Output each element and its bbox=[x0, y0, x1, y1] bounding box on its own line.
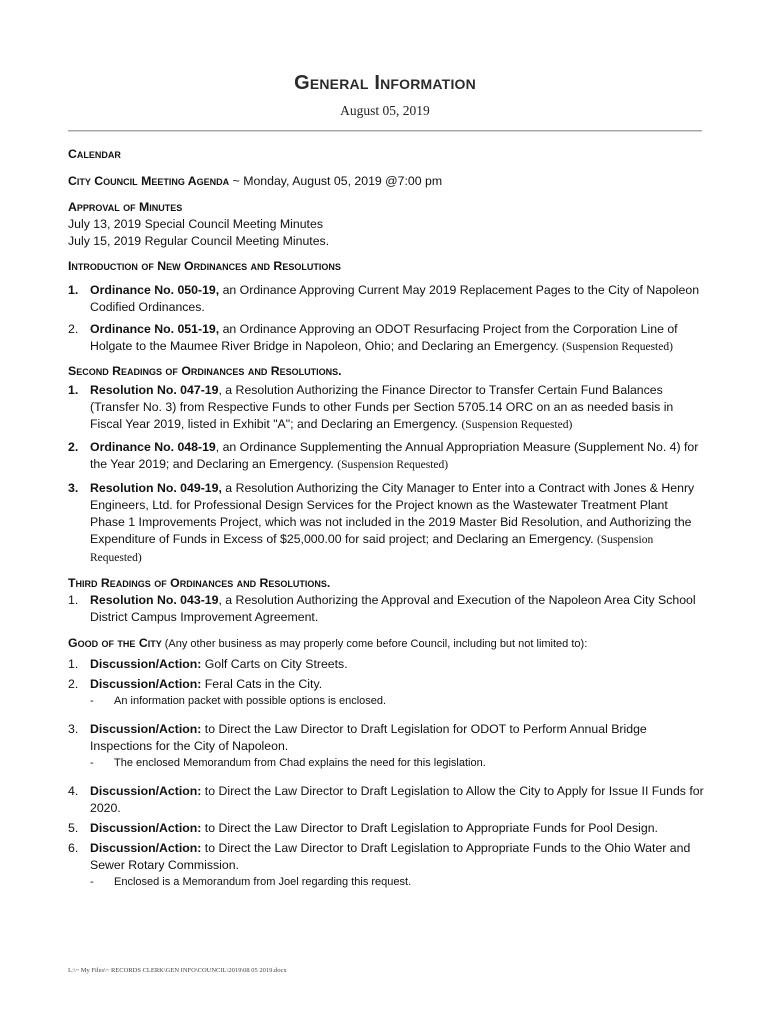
item-text: an Ordinance Approving Current May 2019 Replacement Pages to the City of Napoleon Codified Ordinances. bbox=[90, 283, 700, 314]
file-path-footer: L:\~ My Files\~ RECORDS CLERK\GEN INFO\COUNCIL\2019\08 05 2019.docx bbox=[68, 967, 287, 974]
second-item-1 bbox=[68, 382, 704, 434]
item-text: , a Resolution Authorizing the Finance Director to Transfer Certain Fund Balances (Transfer No. 3) from Respective Funds to other Funds per Section 5705.14 ORC on an as needed basis in Fiscal Year 2019, listed in Exhibit "A"; and Declaring an Emergency. bbox=[90, 383, 674, 431]
good-item-5 bbox=[68, 820, 704, 837]
suspension-note: (Suspension Requested) bbox=[90, 534, 654, 564]
item-number: 3. bbox=[68, 481, 79, 495]
subpoint-text: An information packet with possible options is enclosed. bbox=[114, 695, 387, 707]
good-item-2-subpoint bbox=[90, 693, 704, 709]
council-meeting-heading: City Council Meeting Agenda bbox=[68, 174, 230, 188]
item-label: Resolution No. 049-19, bbox=[90, 481, 222, 495]
item-body bbox=[90, 321, 704, 356]
suspension-note: (Suspension Requested) bbox=[337, 459, 449, 471]
good-item-4 bbox=[68, 783, 704, 817]
second-item-3 bbox=[68, 480, 704, 567]
item-text: to Direct the Law Director to Draft Legislation to Allow the City to Apply for Issue II Funds for 2020. bbox=[90, 784, 704, 815]
item-label: Ordinance No. 051-19, bbox=[90, 322, 220, 336]
second-readings-heading: Second Readings of Ordinances and Resolutions. bbox=[68, 364, 342, 378]
item-label: Discussion/Action: bbox=[90, 841, 202, 855]
item-number: 1. bbox=[68, 383, 79, 397]
item-number: 4. bbox=[68, 784, 79, 798]
page-date: August 05, 2019 bbox=[340, 103, 430, 118]
bullet-dash: - bbox=[90, 757, 94, 769]
item-label: Discussion/Action: bbox=[90, 677, 202, 691]
item-number: 1. bbox=[68, 657, 79, 671]
item-label: Resolution No. 043-19 bbox=[90, 593, 219, 607]
subpoint-text: Enclosed is a Memorandum from Joel regarding this request. bbox=[114, 876, 412, 888]
item-label: Discussion/Action: bbox=[90, 722, 202, 736]
bullet-dash: - bbox=[90, 695, 94, 707]
item-text: to Direct the Law Director to Draft Legislation to Appropriate Funds to the Ohio Water and Sewer Rotary Commission. bbox=[90, 841, 691, 872]
item-label: Resolution No. 047-19 bbox=[90, 383, 219, 397]
item-number: 2. bbox=[68, 440, 79, 454]
council-meeting-line bbox=[68, 173, 704, 190]
item-number: 3. bbox=[68, 722, 79, 736]
item-body bbox=[90, 439, 704, 474]
item-body bbox=[90, 676, 704, 693]
item-body bbox=[90, 783, 704, 817]
item-label: Discussion/Action: bbox=[90, 784, 202, 798]
header-divider bbox=[68, 130, 702, 132]
item-body bbox=[90, 840, 704, 874]
third-readings-heading: Third Readings of Ordinances and Resolutions. bbox=[68, 576, 331, 590]
minutes-heading: Approval of Minutes bbox=[68, 200, 183, 214]
good-item-1 bbox=[68, 656, 704, 673]
item-text: a Resolution Authorizing the City Manager to Enter into a Contract with Jones & Henry Engineers, Ltd. for Professional Design Services for the Project known as the Wastewater Treatment Plant Phase 1 Improvements Project, which was not included in the 2019 Master Bid Resolution, and Authorizing the Expenditure of Funds in Excess of $25,000.00 for said project; and Declaring an Emergency. bbox=[90, 481, 695, 546]
item-body bbox=[90, 656, 704, 673]
item-body bbox=[90, 382, 704, 434]
good-of-city-subheading: (Any other business as may properly come before Council, including but not limited to): bbox=[161, 638, 588, 650]
item-text: Golf Carts on City Streets. bbox=[201, 657, 348, 671]
item-text: , an Ordinance Supplementing the Annual Appropriation Measure (Supplement No. 4) for the Year 2019; and Declaring an Emergency. bbox=[90, 440, 699, 471]
good-of-city-heading: Good of the City bbox=[68, 636, 162, 650]
item-number: 2. bbox=[68, 322, 79, 336]
item-body bbox=[90, 820, 704, 837]
good-item-6 bbox=[68, 840, 704, 874]
page-title: General Information bbox=[294, 72, 476, 94]
item-number: 1. bbox=[68, 593, 79, 607]
item-body bbox=[90, 721, 704, 755]
item-text: to Direct the Law Director to Draft Legislation for ODOT to Perform Annual Bridge Inspections for the City of Napoleon. bbox=[90, 722, 647, 753]
calendar-heading: Calendar bbox=[68, 147, 121, 161]
good-of-city-line bbox=[68, 635, 704, 653]
item-body bbox=[90, 480, 704, 567]
intro-item-2 bbox=[68, 321, 704, 356]
item-number: 1. bbox=[68, 283, 79, 297]
item-label: Discussion/Action: bbox=[90, 821, 202, 835]
item-label: Discussion/Action: bbox=[90, 657, 202, 671]
council-meeting-date: ~ Monday, August 05, 2019 @7:00 pm bbox=[229, 174, 443, 188]
item-text: , a Resolution Authorizing the Approval and Execution of the Napoleon Area City School District Campus Improvement Agreement. bbox=[90, 593, 696, 624]
suspension-note: (Suspension Requested) bbox=[562, 341, 673, 353]
item-label: Ordinance No. 048-19 bbox=[90, 440, 216, 454]
subpoint-text: The enclosed Memorandum from Chad explains the need for this legislation. bbox=[114, 757, 486, 769]
third-item-1 bbox=[68, 592, 704, 626]
item-body bbox=[90, 592, 704, 626]
agenda-content bbox=[68, 146, 704, 890]
good-item-3-subpoint bbox=[90, 755, 704, 771]
item-text: an Ordinance Approving an ODOT Resurfacing Project from the Corporation Line of Holgate to the Maumee River Bridge in Napoleon, Ohio; and Declaring an Emergency. bbox=[90, 322, 678, 353]
item-text: Feral Cats in the City. bbox=[201, 677, 323, 691]
good-item-3 bbox=[68, 721, 704, 755]
item-body bbox=[90, 282, 704, 316]
item-number: 2. bbox=[68, 677, 79, 691]
suspension-note: (Suspension Requested) bbox=[461, 419, 573, 431]
intro-heading: Introduction of New Ordinances and Resolutions bbox=[68, 259, 341, 273]
item-number: 5. bbox=[68, 821, 79, 835]
item-number: 6. bbox=[68, 841, 79, 855]
intro-item-1 bbox=[68, 282, 704, 316]
good-item-6-subpoint bbox=[90, 874, 704, 890]
bullet-dash: - bbox=[90, 876, 94, 888]
good-item-2 bbox=[68, 676, 704, 693]
item-text: to Direct the Law Director to Draft Legislation to Appropriate Funds for Pool Design. bbox=[201, 821, 658, 835]
second-item-2 bbox=[68, 439, 704, 474]
minutes-line-2: July 15, 2019 Regular Council Meeting Minutes. bbox=[68, 234, 330, 248]
minutes-line-1: July 13, 2019 Special Council Meeting Minutes bbox=[68, 217, 323, 231]
item-label: Ordinance No. 050-19, bbox=[90, 283, 220, 297]
